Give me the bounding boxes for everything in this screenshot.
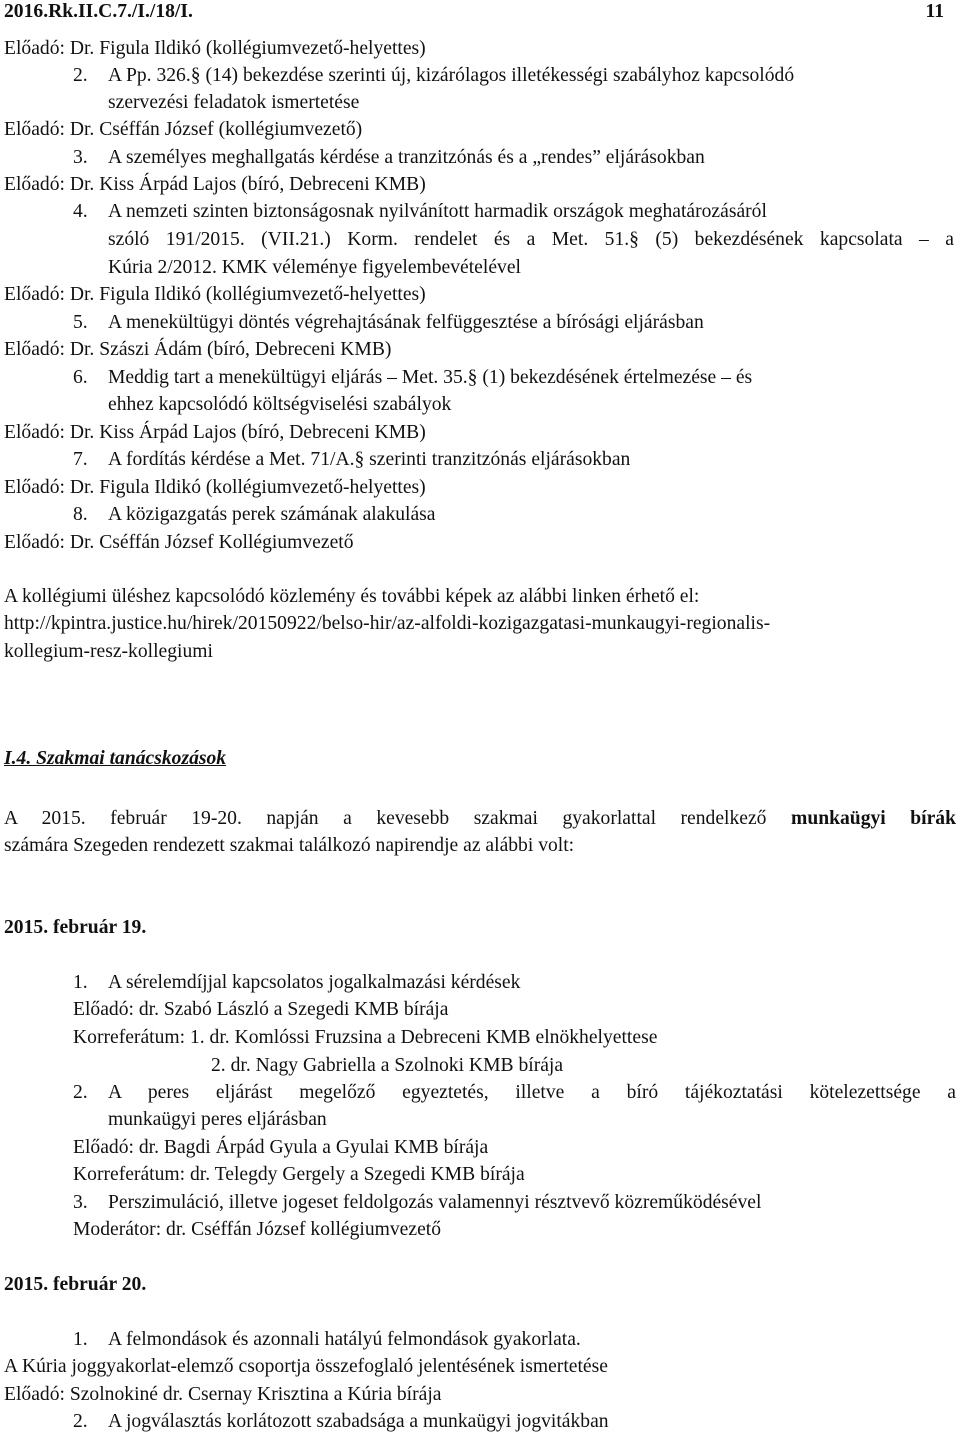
agenda-item	[73, 448, 956, 472]
agenda-item-number: 1.	[73, 972, 88, 993]
agenda-item	[73, 146, 956, 170]
day1-item-continuation: munkaügyi peres eljárásban	[108, 1109, 327, 1130]
agenda-item-text: A Pp. 326.§ (14) bekezdése szerinti új, kizárólagos illetékességi szabályhoz kapcsolódó	[108, 65, 795, 86]
day1-speaker: Előadó: dr. Szabó László a Szegedi KMB bírája	[73, 999, 449, 1020]
agenda-item-text: A jogválasztás korlátozott szabadsága a munkaügyi jogvitákban	[108, 1411, 609, 1432]
agenda-item-number: 6.	[73, 367, 88, 388]
agenda-speaker: Előadó: Dr. Figula Ildikó (kollégiumvezető-helyettes)	[4, 477, 426, 498]
day2-item	[73, 1410, 956, 1434]
agenda-item-number: 2.	[73, 1411, 88, 1432]
agenda-item	[73, 200, 956, 224]
agenda-speaker: Előadó: Dr. Figula Ildikó (kollégiumvezető-helyettes)	[4, 284, 426, 305]
agenda-item-number: 8.	[73, 504, 88, 525]
agenda-item-text: Meddig tart a menekültügyi eljárás – Met. 35.§ (1) bekezdésének értelmezése – és	[108, 367, 753, 388]
day1-coreferee: Korreferátum: dr. Telegdy Gergely a Szegedi KMB bírája	[73, 1164, 525, 1185]
agenda-item-text: A közigazgatás perek számának alakulása	[108, 504, 436, 525]
section-intro-bold: munkaügyi bírák	[791, 808, 956, 829]
day1-item	[73, 1081, 956, 1105]
day1-speaker: Előadó: dr. Bagdi Árpád Gyula a Gyulai KMB bírája	[73, 1137, 489, 1158]
agenda-item-number: 4.	[73, 201, 88, 222]
section-heading: I.4. Szakmai tanácskozások	[4, 748, 227, 769]
agenda-item-number: 7.	[73, 449, 88, 470]
day1-coreferee: Korreferátum: 1. dr. Komlóssi Fruzsina a Debreceni KMB elnökhelyettese	[73, 1027, 658, 1048]
section-intro	[4, 807, 956, 831]
agenda-item-text: A nemzeti szinten biztonságosnak nyilvánított harmadik országok meghatározásáról	[108, 201, 767, 222]
agenda-item-number: 1.	[73, 1329, 88, 1350]
day1-moderator: Moderátor: dr. Cséffán József kollégiumvezető	[73, 1219, 442, 1240]
agenda-item-number: 3.	[73, 1192, 88, 1213]
day1-coreferee: 2. dr. Nagy Gabriella a Szolnoki KMB bírája	[211, 1055, 564, 1076]
agenda-speaker: Előadó: Dr. Cséffán József Kollégiumvezető	[4, 532, 354, 553]
agenda-item-text: A fordítás kérdése a Met. 71/A.§ szerinti tranzitzónás eljárásokban	[108, 449, 631, 470]
day-heading: 2015. február 19.	[4, 917, 147, 938]
page-number: 11	[925, 1, 944, 22]
agenda-item-continuation: ehhez kapcsolódó költségviselési szabályok	[108, 394, 452, 415]
agenda-item	[73, 503, 956, 527]
day1-item	[73, 971, 956, 995]
agenda-item-text: A menekültügyi döntés végrehajtásának felfüggesztése a bírósági eljárásban	[108, 312, 704, 333]
section-intro-continuation: számára Szegeden rendezett szakmai találkozó napirendje az alábbi volt:	[4, 835, 575, 856]
link-paragraph-text: A kollégiumi üléshez kapcsolódó közlemény és további képek az alábbi linken érhető el:	[4, 586, 700, 607]
agenda-item-text: A peres eljárást megelőző egyeztetés, illetve a bíró tájékoztatási kötelezettsége a	[108, 1082, 956, 1103]
agenda-speaker: Előadó: Dr. Cséffán József (kollégiumvezető)	[4, 119, 363, 140]
agenda-item-number: 5.	[73, 312, 88, 333]
agenda-item-continuation: Kúria 2/2012. KMK véleménye figyelembevételével	[108, 257, 521, 278]
kpintra-link[interactable]: http://kpintra.justice.hu/hirek/20150922/belso-hir/az-alfoldi-kozigazgatasi-munkaugyi-regionalis-	[4, 613, 771, 634]
agenda-item-number: 2.	[73, 1082, 88, 1103]
agenda-item-number: 2.	[73, 65, 88, 86]
kpintra-link-continuation[interactable]: kollegium-resz-kollegiumi	[4, 641, 213, 662]
day1-item	[73, 1191, 956, 1215]
agenda-item	[73, 64, 956, 88]
agenda-item-text: A sérelemdíjjal kapcsolatos jogalkalmazási kérdések	[108, 972, 521, 993]
day2-item-continuation: A Kúria joggyakorlat-elemző csoportja összefoglaló jelentésének ismertetése	[4, 1356, 608, 1377]
section-intro-text: A 2015. február 19-20. napján a kevesebb szakmai gyakorlattal rendelkező	[4, 808, 767, 829]
agenda-item-number: 3.	[73, 147, 88, 168]
agenda-item	[73, 311, 956, 335]
day-heading: 2015. február 20.	[4, 1274, 147, 1295]
agenda-speaker: Előadó: Dr. Kiss Árpád Lajos (bíró, Debreceni KMB)	[4, 174, 426, 195]
agenda-item-text: A felmondások és azonnali hatályú felmondások gyakorlata.	[108, 1329, 581, 1350]
agenda-item-continuation: szóló 191/2015. (VII.21.) Korm. rendelet és a Met. 51.§ (5) bekezdésének kapcsolata – a	[108, 229, 954, 250]
day2-item	[73, 1328, 956, 1352]
agenda-item-text: A személyes meghallgatás kérdése a tranzitzónás és a „rendes” eljárásokban	[108, 147, 705, 168]
agenda-item	[73, 366, 900, 390]
agenda-item-text: Perszimuláció, illetve jogeset feldolgozás valamennyi résztvevő közreműködésével	[108, 1192, 762, 1213]
document-code: 2016.Rk.II.C.7./I./18/I.	[4, 1, 193, 22]
document-header	[4, 0, 956, 24]
agenda-speaker: Előadó: Dr. Szászi Ádám (bíró, Debreceni KMB)	[4, 339, 392, 360]
agenda-item-continuation: szervezési feladatok ismertetése	[108, 92, 360, 113]
agenda-speaker: Előadó: Dr. Kiss Árpád Lajos (bíró, Debreceni KMB)	[4, 422, 426, 443]
agenda-speaker: Előadó: Dr. Figula Ildikó (kollégiumvezető-helyettes)	[4, 38, 426, 59]
day2-speaker: Előadó: Szolnokiné dr. Csernay Krisztina a Kúria bírája	[4, 1384, 442, 1405]
